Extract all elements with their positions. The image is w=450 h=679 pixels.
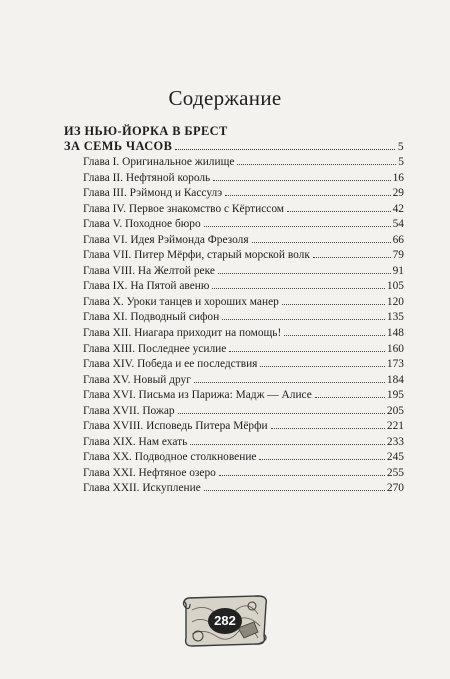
leader-dots [212, 288, 385, 289]
toc-entry[interactable] [83, 233, 404, 249]
leader-dots [260, 366, 385, 367]
toc-entry[interactable] [83, 171, 404, 187]
section-title-line2: ЗА СЕМЬ ЧАСОВ [64, 139, 173, 153]
toc-entry-page: 42 [392, 202, 404, 215]
toc-entry[interactable] [83, 310, 404, 326]
toc-entry[interactable] [83, 217, 404, 233]
section-title-line2-row [64, 139, 404, 155]
toc-entry[interactable] [83, 155, 404, 171]
toc-entry-title: Глава XVIII. Исповедь Питера Мёрфи [83, 420, 268, 433]
page-number-badge: 282 [208, 608, 242, 634]
toc-entry-page: 120 [386, 295, 404, 308]
toc-entry-page: 184 [386, 373, 404, 386]
toc-entry-page: 5 [398, 156, 404, 168]
toc-entry-page: 173 [386, 358, 404, 371]
toc-entry[interactable] [83, 295, 404, 311]
toc-entry[interactable] [83, 326, 404, 342]
toc-entry[interactable] [83, 466, 404, 482]
leader-dots [282, 304, 385, 305]
leader-dots [204, 226, 391, 227]
toc-entry[interactable] [83, 248, 404, 264]
toc-entry-title: Глава XI. Подводный сифон [83, 311, 220, 324]
toc-entry-page: 54 [392, 218, 404, 231]
toc-entry-page: 148 [386, 327, 404, 340]
toc-entry-page: 255 [386, 466, 404, 479]
toc-entry[interactable] [83, 481, 404, 497]
leader-dots [315, 397, 385, 398]
leader-dots [271, 428, 385, 429]
section-title-line1: ИЗ НЬЮ-ЙОРКА В БРЕСТ [64, 124, 228, 138]
table-of-contents [83, 155, 404, 497]
leader-dots [213, 180, 390, 181]
section-page-number: 5 [397, 141, 404, 153]
toc-entry-title: Глава IV. Первое знакомство с Кёртиссом [83, 202, 285, 215]
toc-entry-title: Глава XIII. Последнее усилие [83, 342, 227, 355]
toc-entry-page: 66 [392, 233, 404, 246]
leader-dots [237, 164, 396, 165]
toc-entry-title: Глава VII. Питер Мёрфи, старый морской волк [83, 249, 310, 262]
toc-entry-page: 205 [386, 404, 404, 417]
toc-entry-page: 221 [386, 420, 404, 433]
toc-entry-page: 270 [386, 482, 404, 495]
page-title: Содержание [168, 86, 282, 111]
toc-entry[interactable] [83, 342, 404, 358]
toc-entry[interactable] [83, 450, 404, 466]
toc-entry-title: Глава XIV. Победа и ее последствия [83, 358, 258, 371]
leader-dots [287, 211, 391, 212]
toc-entry-page: 233 [386, 435, 404, 448]
leader-dots [219, 475, 385, 476]
toc-entry[interactable] [83, 419, 404, 435]
toc-entry[interactable] [83, 279, 404, 295]
toc-entry-title: Глава IX. На Пятой авеню [83, 280, 210, 293]
leader-dots [284, 335, 385, 336]
toc-entry-title: Глава VI. Идея Рэймонда Фрезоля [83, 233, 249, 246]
leader-dots [194, 382, 385, 383]
leader-dots [204, 490, 385, 491]
section-title [64, 124, 404, 155]
leader-dots [218, 273, 391, 274]
toc-entry-title: Глава XV. Новый друг [83, 373, 191, 386]
toc-entry[interactable] [83, 435, 404, 451]
leader-dots [222, 319, 385, 320]
toc-entry-title: Глава XII. Ниагара приходит на помощь! [83, 327, 282, 340]
toc-entry-page: 160 [386, 342, 404, 355]
leader-dots [259, 459, 384, 460]
toc-entry-title: Глава V. Походное бюро [83, 218, 201, 231]
toc-entry-title: Глава XVII. Пожар [83, 404, 175, 417]
toc-entry[interactable] [83, 357, 404, 373]
toc-entry-title: Глава XIX. Нам ехать [83, 435, 188, 448]
toc-entry-title: Глава III. Рэймонд и Кассулэ [83, 187, 223, 200]
leader-dots [225, 195, 391, 196]
toc-entry[interactable] [83, 264, 404, 280]
leader-dots [313, 257, 391, 258]
toc-entry-page: 135 [386, 311, 404, 324]
toc-entry-title: Глава XXII. Искупление [83, 482, 201, 495]
leader-dots [175, 149, 395, 150]
toc-entry[interactable] [83, 388, 404, 404]
toc-entry-title: Глава VIII. На Желтой реке [83, 264, 215, 277]
toc-entry-title: Глава XX. Подводное столкновение [83, 451, 257, 464]
toc-entry-page: 245 [386, 451, 404, 464]
toc-entry[interactable] [83, 373, 404, 389]
toc-entry-title: Глава I. Оригинальное жилище [83, 156, 235, 168]
toc-entry[interactable] [83, 202, 404, 218]
toc-entry-title: Глава XVI. Письма из Парижа: Мадж — Алисе [83, 389, 312, 402]
toc-entry-title: Глава X. Уроки танцев и хороших манер [83, 295, 279, 308]
leader-dots [190, 444, 385, 445]
toc-entry-page: 16 [392, 171, 404, 184]
toc-entry[interactable] [83, 404, 404, 420]
toc-entry-page: 195 [386, 389, 404, 402]
toc-entry-page: 29 [392, 187, 404, 200]
toc-entry-page: 91 [392, 264, 404, 277]
toc-entry-page: 105 [386, 280, 404, 293]
leader-dots [229, 351, 385, 352]
toc-entry-page: 79 [392, 249, 404, 262]
leader-dots [252, 242, 391, 243]
toc-entry-title: Глава II. Нефтяной король [83, 171, 211, 184]
leader-dots [178, 413, 385, 414]
toc-entry[interactable] [83, 186, 404, 202]
toc-entry-title: Глава XXI. Нефтяное озеро [83, 466, 216, 479]
